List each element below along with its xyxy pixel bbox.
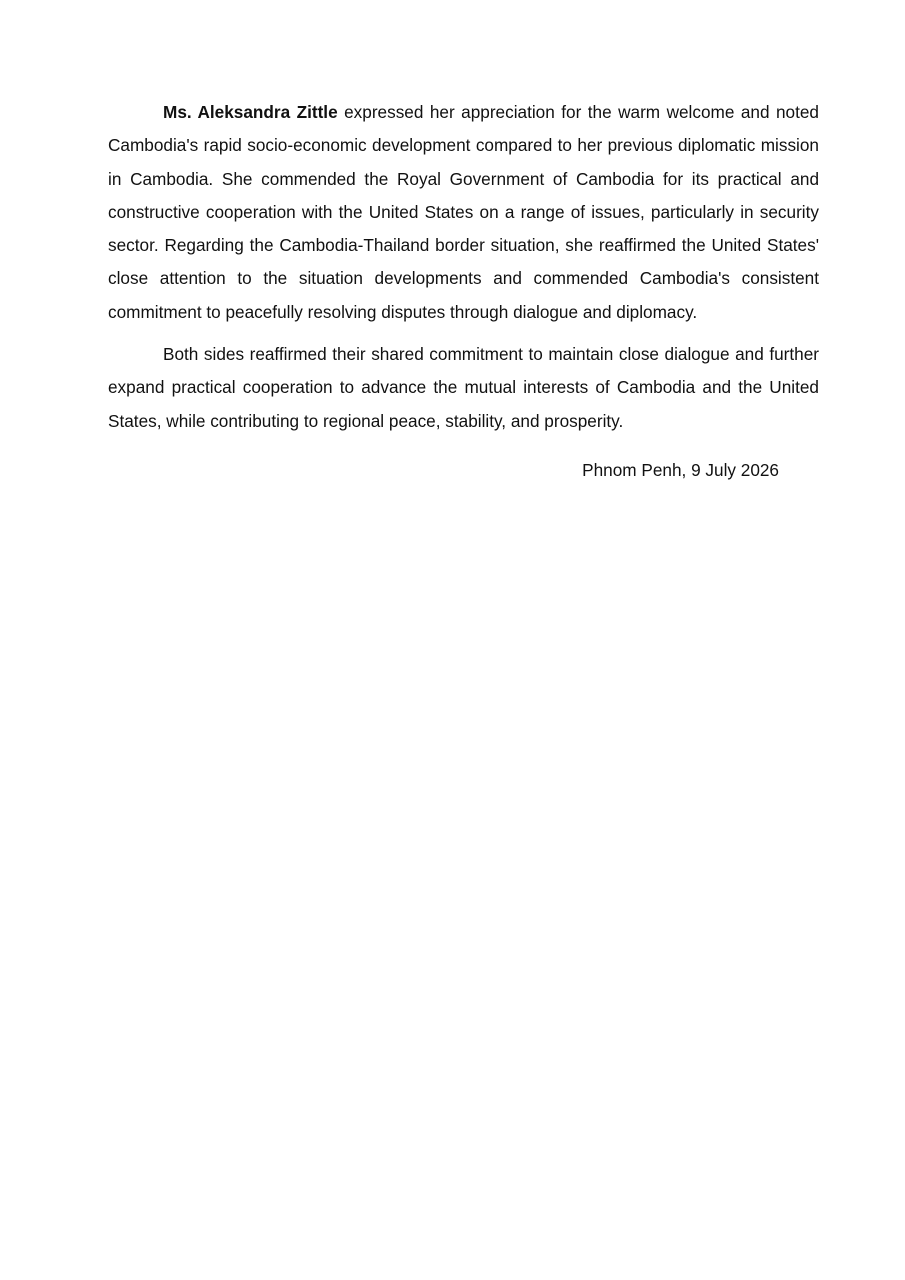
document-body	[108, 96, 819, 438]
paragraph-1	[108, 96, 819, 329]
paragraph-2	[108, 338, 819, 438]
paragraph-2-text: Both sides reaffirmed their shared commitment to maintain close dialogue and further expand practical cooperation to advance the mutual interests of Cambodia and the United States, while contributing to regional peace, stability, and prosperity.	[108, 344, 819, 431]
place-date-signoff: Phnom Penh, 9 July 2026	[582, 460, 779, 480]
paragraph-1-text: expressed her appreciation for the warm welcome and noted Cambodia's rapid socio-economic development compared to her previous diplomatic mission in Cambodia. She commended the Royal Government of Cambodia for its practical and constructive cooperation with the United States on a range of issues, particularly in security sector. Regarding the Cambodia-Thailand border situation, she reaffirmed the United States' close attention to the situation developments and commended Cambodia's consistent commitment to peacefully resolving disputes through dialogue and diplomacy.	[108, 102, 819, 322]
speaker-name: Ms. Aleksandra Zittle	[163, 102, 338, 122]
